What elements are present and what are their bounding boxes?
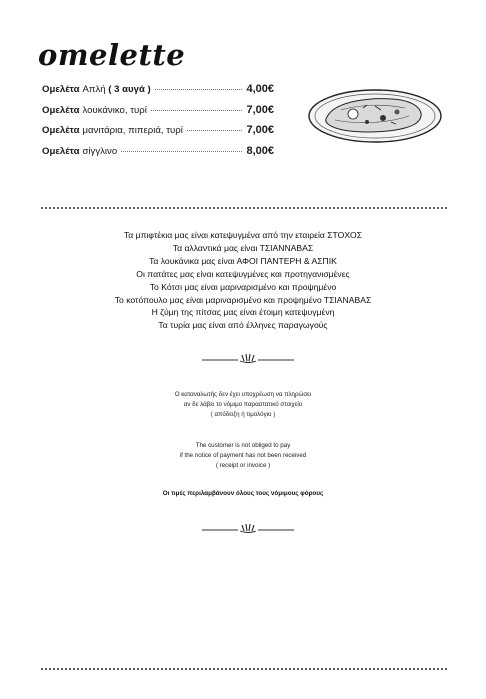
item-price: 4,00€ xyxy=(246,83,274,95)
note-line: Το Κότσι μας είναι μαριναρισμένο και προψημένο xyxy=(149,281,337,292)
item-description: Απλή xyxy=(82,84,106,95)
leader-dots xyxy=(187,130,243,131)
taxes-notice: Οι τιμές περιλαμβάνουν όλους τους νόμιμους φόρους xyxy=(162,490,324,497)
item-description: σίγγλινο xyxy=(82,145,118,157)
note-line: Τα αλλαντικά μας είναι ΤΣΙΑΝΝΑΒΑΣ xyxy=(172,242,314,253)
ornamental-divider xyxy=(200,352,296,364)
english-payment-notice: The customer is not obliged to pay if the notice of payment has not been received ( receipt or invoice ) xyxy=(179,442,307,469)
item-name: Ομελέτα xyxy=(42,104,80,116)
item-description: λουκάνικο, τυρί xyxy=(82,104,147,116)
item-price: 7,00€ xyxy=(246,124,274,136)
omelette-plate-illustration xyxy=(305,86,445,146)
leader-dots xyxy=(121,151,242,152)
note-line: Οι πατάτες μας είναι κατεψυγμένες και προτηγανισμένες xyxy=(136,268,350,279)
item-name: Ομελέτα xyxy=(42,84,80,95)
greek-payment-notice: Ο καταναλωτής δεν έχει υποχρέωση να πληρώσει αν δε λάβει το νόμιμο παραστατικό στοιχείο ( απόδειξη ή τιμολόγιο ) xyxy=(174,391,312,418)
menu-list xyxy=(42,83,274,165)
note-line: Η ζύμη της πίτσας μας είναι έτοιμη κατεψυγμένη xyxy=(151,307,335,318)
note-line: Τα μπιφτέκια μας είναι κατεψυγμένα από την εταιρεία ΣΤΟΧΟΣ xyxy=(123,230,363,240)
menu-item xyxy=(42,83,274,104)
dotted-separator xyxy=(40,207,448,209)
menu-item xyxy=(42,104,274,125)
note-line: Το κοτόπουλο μας είναι μαριναρισμένο και προψημένο ΤΣΙΑΝΑΒΑΣ xyxy=(114,294,372,305)
item-extra: ( 3 αυγά ) xyxy=(108,84,151,95)
item-price: 8,00€ xyxy=(246,144,274,157)
menu-item xyxy=(42,124,274,145)
menu-item xyxy=(42,145,274,166)
leader-dots xyxy=(151,110,243,111)
ornamental-divider xyxy=(200,522,296,534)
leader-dots xyxy=(155,89,243,90)
item-name: Ομελέτα xyxy=(42,125,80,136)
dotted-separator xyxy=(40,668,448,670)
page-title: omelette xyxy=(38,38,186,72)
item-price: 7,00€ xyxy=(246,103,274,116)
item-description: μανιτάρια, πιπεριά, τυρί xyxy=(82,125,183,136)
item-name: Ομελέτα xyxy=(42,145,80,157)
supplier-notes xyxy=(40,229,446,332)
note-line: Τα τυρία μας είναι από έλληνες παραγωγούς xyxy=(158,320,328,331)
note-line: Τα λουκάνικα μας είναι ΑΦΟΙ ΠΑΝΤΕΡΗ & ΑΣΠΙΚ xyxy=(149,255,337,266)
